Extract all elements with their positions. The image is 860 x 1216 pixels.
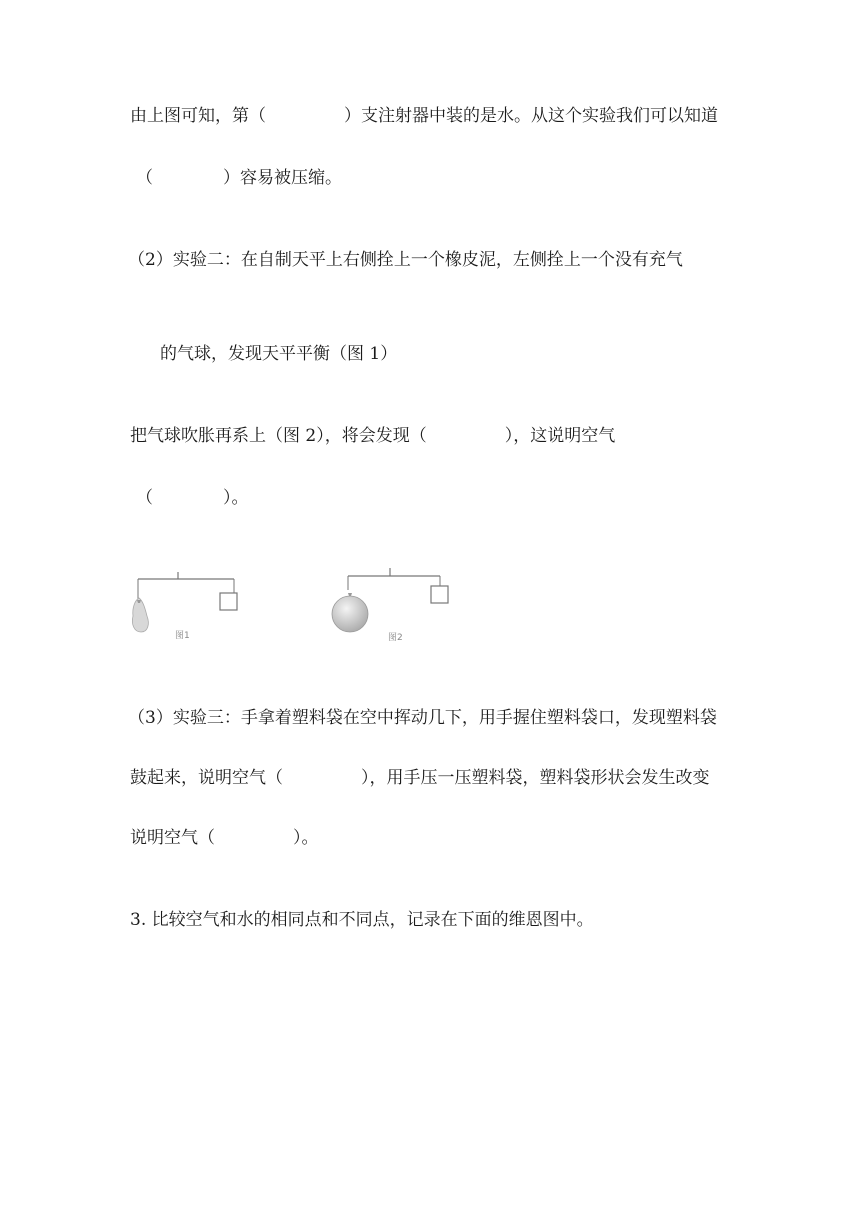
text-segment: ），这说明空气 <box>504 426 616 446</box>
text-line-6 <box>136 486 249 510</box>
text-segment: 由上图可知，第（ <box>130 106 266 126</box>
text-segment: （ <box>136 168 153 188</box>
text-segment: 把气球吹胀再系上（图 2），将会发现（ <box>130 426 427 446</box>
text-line-1 <box>130 104 718 128</box>
figure-1-label: 图1 <box>175 631 190 641</box>
figure-2-label: 图2 <box>388 633 403 643</box>
text-segment: ）支注射器中装的是水。从这个实验我们可以知道 <box>344 106 718 126</box>
text-segment: 的气球，发现天平平衡（图 1） <box>160 344 398 364</box>
text-segment: （2）实验二：在自制天平上右侧拴上一个橡皮泥，左侧拴上一个没有充气 <box>128 250 683 270</box>
text-line-9 <box>130 826 319 850</box>
text-segment: ）。 <box>223 488 249 508</box>
text-line-7 <box>128 706 717 730</box>
text-segment: 3. 比较空气和水的相同点和不同点，记录在下面的维恩图中。 <box>130 910 594 930</box>
text-segment: 鼓起来，说明空气（ <box>130 768 283 788</box>
text-segment: 说明空气（ <box>130 828 215 848</box>
text-segment: ）。 <box>293 828 319 848</box>
balance-figure-1 <box>126 566 256 646</box>
text-line-4 <box>160 342 397 366</box>
text-segment: ），用手压一压塑料袋，塑料袋形状会发生改变 <box>361 768 710 788</box>
text-segment: ）容易被压缩。 <box>223 168 342 188</box>
text-line-8 <box>130 766 710 790</box>
text-line-2 <box>136 166 342 190</box>
text-line-3 <box>128 248 683 272</box>
text-segment: （ <box>136 488 153 508</box>
question-3-heading <box>130 908 594 932</box>
text-line-5 <box>130 424 615 448</box>
text-segment: （3）实验三：手拿着塑料袋在空中挥动几下，用手握住塑料袋口，发现塑料袋 <box>128 708 717 728</box>
